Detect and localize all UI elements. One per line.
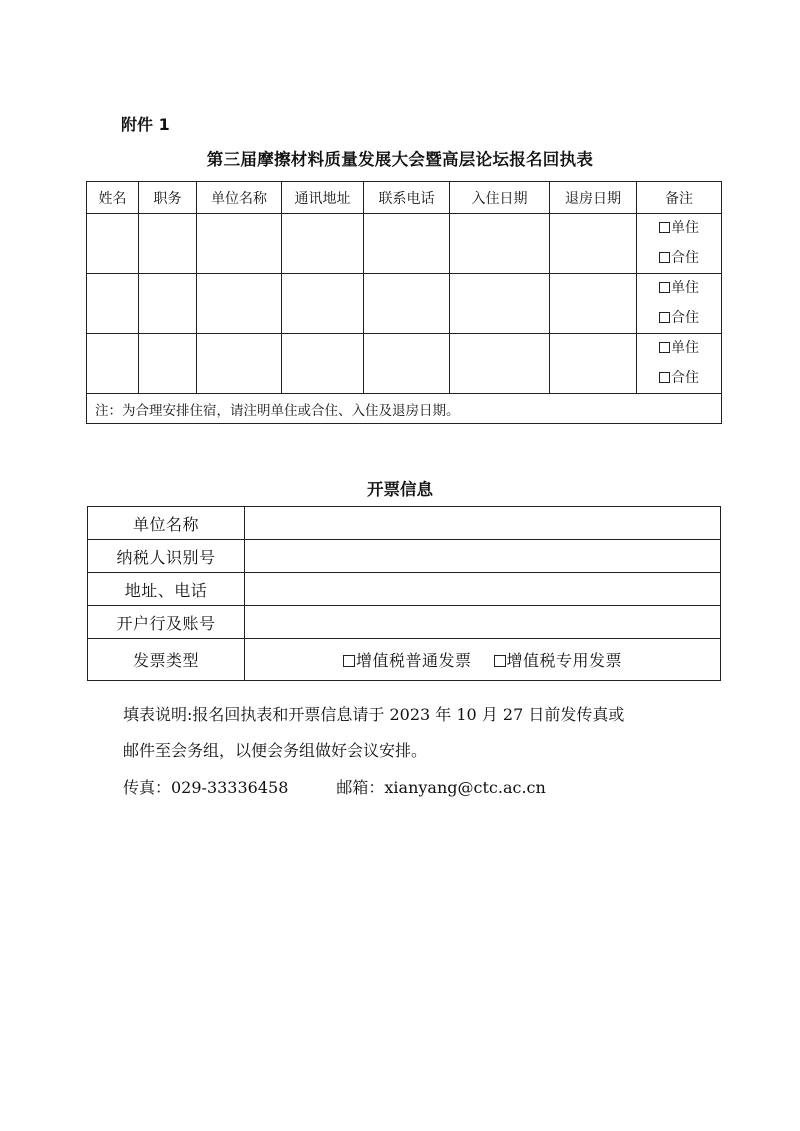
registration-title: 第三届摩擦材料质量发展大会暨高层论坛报名回执表 — [206, 150, 594, 169]
address-cell[interactable] — [282, 274, 364, 334]
position-cell[interactable] — [139, 334, 197, 394]
name-cell[interactable] — [87, 214, 139, 274]
table-row — [88, 540, 721, 573]
unit-cell[interactable] — [197, 334, 282, 394]
table-row — [88, 507, 721, 540]
position-cell[interactable] — [139, 274, 197, 334]
column-header-remarks: 备注 — [637, 182, 722, 214]
checkbox-icon[interactable] — [343, 655, 355, 667]
table-header-row — [87, 182, 722, 214]
checkbox-icon[interactable] — [659, 252, 670, 263]
invoice-value-field[interactable] — [245, 540, 721, 573]
shared-room-option[interactable]: 合住 — [637, 304, 721, 334]
checkbox-icon[interactable] — [659, 312, 670, 323]
invoice-label: 开户行及账号 — [88, 606, 245, 639]
address-cell[interactable] — [282, 334, 364, 394]
invoice-label: 纳税人识别号 — [88, 540, 245, 573]
fax-number: 传真：029-33336458 — [123, 778, 289, 797]
unit-cell[interactable] — [197, 274, 282, 334]
remarks-cell — [637, 274, 722, 334]
invoice-title: 开票信息 — [367, 480, 433, 499]
column-header-phone: 联系电话 — [364, 182, 450, 214]
checkout-cell[interactable] — [550, 214, 637, 274]
unit-cell[interactable] — [197, 214, 282, 274]
checkin-cell[interactable] — [450, 334, 550, 394]
single-room-option[interactable]: 单住 — [637, 274, 721, 304]
phone-cell[interactable] — [364, 214, 450, 274]
invoice-label: 单位名称 — [88, 507, 245, 540]
checkbox-icon[interactable] — [494, 655, 506, 667]
checkbox-icon[interactable] — [659, 222, 670, 233]
ordinary-invoice-option[interactable]: 增值税普通发票 — [343, 651, 472, 670]
instructions-line-1: 填表说明:报名回执表和开票信息请于 2023 年 10 月 27 日前发传真或 — [123, 705, 625, 724]
checkout-cell[interactable] — [550, 334, 637, 394]
name-cell[interactable] — [87, 334, 139, 394]
email-address[interactable]: 邮箱：xianyang@ctc.ac.cn — [336, 778, 546, 797]
checkbox-icon[interactable] — [659, 342, 670, 353]
special-invoice-option[interactable]: 增值税专用发票 — [494, 651, 623, 670]
single-room-option[interactable]: 单住 — [637, 214, 721, 244]
instructions-line-2: 邮件至会务组，以便会务组做好会议安排。 — [123, 741, 428, 760]
column-header-unit: 单位名称 — [197, 182, 282, 214]
table-row — [88, 639, 721, 681]
column-header-address: 通讯地址 — [282, 182, 364, 214]
footnote-row — [87, 394, 722, 424]
attachment-label: 附件 1 — [121, 115, 170, 134]
table-row — [87, 334, 722, 394]
column-header-checkout: 退房日期 — [550, 182, 637, 214]
invoice-table — [87, 506, 721, 681]
column-header-checkin: 入住日期 — [450, 182, 550, 214]
shared-room-option[interactable]: 合住 — [637, 244, 721, 274]
table-row — [88, 606, 721, 639]
address-cell[interactable] — [282, 214, 364, 274]
checkout-cell[interactable] — [550, 274, 637, 334]
checkin-cell[interactable] — [450, 274, 550, 334]
checkbox-icon[interactable] — [659, 282, 670, 293]
phone-cell[interactable] — [364, 334, 450, 394]
position-cell[interactable] — [139, 214, 197, 274]
invoice-type-options — [245, 639, 721, 681]
name-cell[interactable] — [87, 274, 139, 334]
table-row — [87, 214, 722, 274]
shared-room-option[interactable]: 合住 — [637, 364, 721, 394]
invoice-value-field[interactable] — [245, 573, 721, 606]
invoice-type-label: 发票类型 — [88, 639, 245, 681]
invoice-value-field[interactable] — [245, 606, 721, 639]
phone-cell[interactable] — [364, 274, 450, 334]
checkin-cell[interactable] — [450, 214, 550, 274]
remarks-cell — [637, 334, 722, 394]
invoice-label: 地址、电话 — [88, 573, 245, 606]
footnote: 注：为合理安排住宿，请注明单住或合住、入住及退房日期。 — [87, 394, 722, 424]
invoice-value-field[interactable] — [245, 507, 721, 540]
column-header-position: 职务 — [139, 182, 197, 214]
table-row — [88, 573, 721, 606]
checkbox-icon[interactable] — [659, 372, 670, 383]
registration-table — [86, 181, 722, 424]
single-room-option[interactable]: 单住 — [637, 334, 721, 364]
contact-line — [123, 778, 743, 798]
remarks-cell — [637, 214, 722, 274]
column-header-name: 姓名 — [87, 182, 139, 214]
table-row — [87, 274, 722, 334]
